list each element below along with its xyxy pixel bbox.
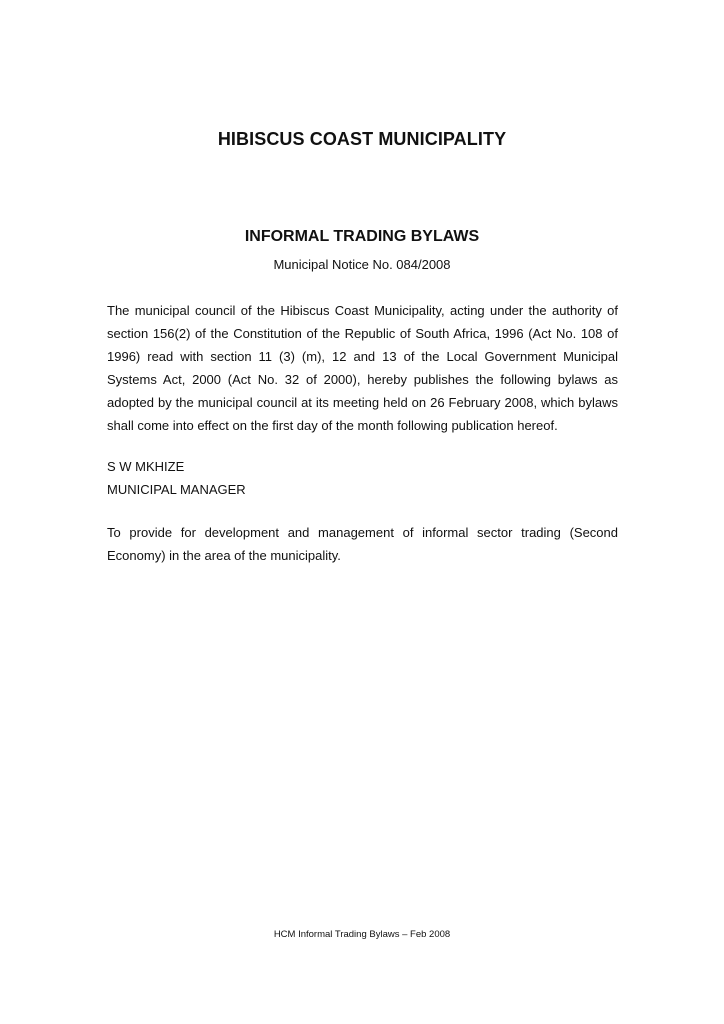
purpose-paragraph: To provide for development and management of informal sector trading (Second Economy) in the area of the municipality. bbox=[107, 525, 618, 563]
notice-number: Municipal Notice No. 084/2008 bbox=[273, 257, 451, 272]
organization-title: HIBISCUS COAST MUNICIPALITY bbox=[217, 129, 507, 149]
preamble-paragraph: The municipal council of the Hibiscus Coast Municipality, acting under the authority of section 156(2) of the Constitution of the Republic of South Africa, 1996 (Act No. 108 of 1996) read with section 11 (3) (m), 12 and 13 of the Local Government Municipal Systems Act, 2000 (Act No. 32 of 2000), hereby publishes the following bylaws as adopted by the municipal council at its meeting held on 26 February 2008, which bylaws shall come into effect on the first day of the month following publication hereof. bbox=[107, 303, 618, 433]
signatory-name: S W MKHIZE bbox=[107, 459, 185, 474]
signatory-title: MUNICIPAL MANAGER bbox=[107, 482, 246, 497]
page-footer: HCM Informal Trading Bylaws – Feb 2008 bbox=[273, 929, 451, 940]
signatory-block bbox=[107, 455, 246, 501]
bylaw-title: INFORMAL TRADING BYLAWS bbox=[244, 228, 480, 245]
